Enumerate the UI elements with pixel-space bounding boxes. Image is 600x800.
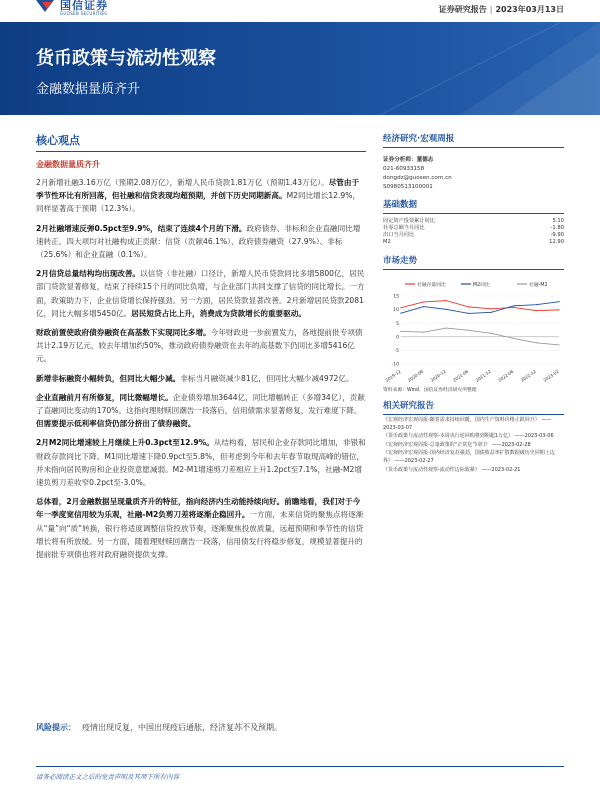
series-point [400, 331, 401, 332]
related-report-title: 《货币政策与流动性观察-本周央行逆回购将到期超1万亿》 [383, 433, 513, 440]
risk-text: 疫情出现反复，中国出现疫后通胀，经济复苏不及预期。 [82, 723, 282, 732]
related-report-item[interactable] [383, 450, 564, 465]
x-tick-label: 2023-02 [542, 368, 560, 383]
series-point [423, 306, 424, 307]
series-point [558, 309, 559, 310]
paragraph-highlight: 总体看，2月金融数据呈现量质齐升的特征，指向经济内生动能持续向好。前瞻地看，我们对于今年一季度宽信用较为乐观，社融-M2负剪刀差将逐渐企稳回升。 [36, 497, 361, 520]
basic-data-key: 社零总额当月同比 [383, 225, 425, 231]
risk-warning [36, 722, 282, 733]
analyst-phone: 021-60933158 [383, 166, 425, 172]
series-point [491, 333, 492, 334]
paragraph-text: 企业债券增加3644亿，同比增幅转正（多增34亿），贡献了直融同比变动的170%。这指向理财赎回潮告一段落后，信用债需求显著修复，发行难度下降。 [36, 392, 365, 416]
basic-data-key: 固定资产投资累计同比 [383, 218, 435, 224]
market-trend-title: 市场走势 [383, 256, 418, 266]
basic-data-value: -1.80 [550, 225, 564, 231]
chart-source: 资料来源：Wind、国信证券经济研究所整理 [383, 388, 477, 393]
series-point [446, 309, 447, 310]
related-report-title: 《货币政策与流动性观察-流动性边际收紧》 [383, 466, 480, 473]
sidebar [383, 132, 564, 474]
market-trend-chart [383, 276, 564, 384]
analyst-email[interactable]: dongdz@guosen.com.cn [383, 175, 452, 181]
paragraph-highlight: 企业直融前月有所修复，同比微幅增长。 [36, 392, 173, 402]
series-point [468, 330, 469, 331]
series-point [446, 300, 447, 301]
report-title: 货币政策与流动性观察 [36, 48, 216, 69]
analyst-certificate: S0980513100001 [383, 184, 433, 190]
paragraph-text: M2同比增长12.9%，同样显著高于预期（12.3%）。 [36, 191, 361, 214]
basic-data-row [383, 218, 564, 225]
basic-data-row [383, 232, 564, 239]
x-tick-label: 2019-12 [384, 368, 402, 383]
y-tick-label: -10 [391, 362, 399, 368]
series-point [513, 307, 514, 308]
related-report-item[interactable] [383, 433, 564, 441]
line-chart [383, 276, 564, 384]
report-date: 2023年03月13日 [495, 5, 564, 14]
basic-data-row [383, 239, 564, 246]
analyst-label: 证券分析师： [383, 157, 417, 163]
x-tick-label: 2020-06 [406, 368, 425, 383]
banner-decoration [340, 22, 600, 115]
related-report-item[interactable] [383, 467, 564, 475]
legend-label: M2同比 [473, 283, 490, 288]
basic-data-table [383, 218, 564, 246]
paragraph-text: 从结构看，居民和企业存款同比增加，非银和财政存款同比下降。M1同比增速下降0.9pct至5.8%，但考虑到今年和去年春节取现高峰的错位，并未指向居民购房和企业投资意愿减弱。M2-M1增速剪刀差相应上升1.2pct至7.1%，社融-M2增速负剪刀差收窄0.2pct至-3.0%。 [36, 438, 366, 488]
basic-data-value: 12.90 [549, 239, 564, 245]
report-subtitle: 金融数据量质齐升 [36, 82, 141, 97]
basic-data-divider [383, 213, 564, 214]
x-tick-label: 2022-12 [519, 368, 538, 383]
section-divider [36, 151, 366, 152]
sidebar-title: 经济研究·宏观周报 [383, 134, 455, 144]
related-report-title: 《宏观经济宏观周报-随着需求持续回暖，国内生产资料价格止跌回升》 [383, 417, 540, 423]
series-point [491, 312, 492, 313]
x-tick-label: 2021-12 [474, 368, 492, 383]
risk-label: 风险提示： [36, 723, 76, 732]
paragraph-text: 政府债券、非标和企业直融同比增速转正，四大项均对社融构成正贡献：信贷（贡献46.1%）、政府债券融资（27.9%）、非标（25.6%）和企业直融（0.1%）。 [36, 223, 361, 260]
analyst-name: 董德志 [416, 157, 434, 163]
series-point [513, 305, 514, 306]
paragraph-text: 一方面，未来信贷的聚焦点将逐渐从“量”向“质”转换，银行将适度调整信贷投放节奏，逐渐聚焦投放质量，远超预期和季节性的信贷增长将有所放缓。另一方面，随着理财赎回潮告一段落，信用债发行将稳步修复，规模显著提升的提前批专项债也将对政府融资提供支撑。 [36, 510, 364, 560]
x-tick-label: 2022-06 [497, 368, 515, 383]
logo-icon [36, 0, 56, 14]
top-bar [0, 0, 600, 22]
paragraph [36, 495, 366, 561]
related-report-item[interactable] [383, 417, 564, 432]
x-tick-label: 2021-06 [452, 368, 470, 383]
paragraph-text: 以信贷（非社融）口径计，新增人民币贷款同比多增5800亿，居民部门贷款显著修复，结束了持续15个月的同比负增，与企业部门共同支撑了信贷的同比增长。一方面，政策助力下，企业信贷增长保持强劲。另一方面，居民贷款显著改善。2月新增居民贷款2081亿，同比大幅多增5450亿。 [36, 269, 365, 318]
paragraph-highlight: 2月社融增速反弹0.5pct至9.9%，结束了连续4个月的下滑。 [36, 223, 247, 233]
report-type: 证券研究报告 [438, 5, 487, 14]
related-report-title: 《宏观经济宏观周报-国内经济复苏强劲，国债收益率扩散数据破历史同期上边界》 [383, 450, 555, 464]
series-line [401, 301, 559, 311]
series-point [558, 344, 559, 345]
series-point [536, 342, 537, 343]
paragraph [36, 391, 366, 431]
report-meta: 证券研究报告 | 2023年03月13日 [438, 5, 564, 14]
series-point [423, 332, 424, 333]
basic-data-value: -9.90 [550, 232, 564, 238]
paragraph-highlight: 2月信贷总量结构均出现改善。 [36, 269, 141, 279]
basic-data-value: 5.10 [552, 218, 564, 224]
related-reports-title: 相关研究报告 [383, 401, 435, 411]
related-report-date: ——2023-03-07 [383, 417, 552, 431]
company-logo [36, 0, 108, 16]
series-point [536, 310, 537, 311]
related-report-date: ——2023-03-06 [513, 433, 554, 440]
paragraph-highlight: 2月M2同比增速较上月继续上升0.3pct至12.9%。 [36, 438, 214, 448]
related-reports-divider [383, 414, 564, 415]
basic-data-title: 基础数据 [383, 200, 418, 210]
paragraph-text: 今年财政进一步前置发力，各地提前批专项债共计2.19万亿元，较去年增加约50%，推动政府债券融资在去年的高基数下仍同比多增5416亿元。 [36, 328, 363, 364]
series-point [513, 338, 514, 339]
paragraph-highlight: 但需要提示低利率信贷仍部分挤出了债券融资。 [36, 419, 196, 429]
basic-data-row [383, 225, 564, 232]
series-point [400, 313, 401, 314]
analyst-info [383, 156, 564, 192]
series-line [401, 328, 559, 345]
title-banner [0, 22, 600, 115]
paragraph [36, 267, 366, 320]
basic-data-key: 出口当月同比 [383, 232, 415, 238]
market-trend-divider [383, 269, 564, 270]
logo-name: 国信证券 [60, 0, 108, 12]
sidebar-divider [383, 147, 564, 148]
y-tick-label: 0 [396, 335, 399, 341]
paragraph [36, 372, 366, 385]
paragraph-text: 2月新增社融3.16万亿（预期2.08万亿），新增人民币贷款1.81万亿（预期1.43万亿）。 [36, 178, 329, 187]
related-report-item[interactable] [383, 442, 564, 450]
related-report-date: ——2023-02-21 [479, 466, 521, 473]
legend-label: 社融-M2 [529, 283, 548, 288]
paragraph [36, 222, 366, 262]
series-point [468, 306, 469, 307]
related-report-date: ——2023-02-27 [393, 457, 434, 464]
y-tick-label: -5 [394, 349, 399, 354]
footer-divider [36, 766, 564, 767]
y-tick-label: 15 [393, 294, 399, 300]
paragraph-text: 非标当月融资减少81亿，但同比大幅少减4972亿。 [180, 373, 354, 383]
series-point [491, 308, 492, 309]
related-report-title: 《宏观经济宏观周报-总量政策的“正常化”回归》 [383, 441, 490, 448]
legend-label: 社融存量同比 [417, 283, 446, 288]
related-reports-list [383, 417, 564, 474]
section-title: 核心观点 [36, 134, 80, 147]
series-point [400, 307, 401, 308]
paragraph [36, 326, 366, 366]
y-tick-label: 10 [393, 308, 399, 314]
paragraph [36, 436, 366, 489]
series-point [536, 304, 537, 305]
series-point [423, 301, 424, 302]
paragraph-highlight: 新增非标融资小幅转负，但同比大幅少减。 [36, 373, 181, 383]
paragraph-list [36, 176, 366, 561]
basic-data-key: M2 [383, 239, 391, 245]
core-views-section [36, 132, 366, 561]
series-point [446, 327, 447, 328]
related-report-date: ——2023-02-28 [490, 441, 531, 448]
x-tick-label: 2020-12 [429, 368, 447, 383]
paragraph-highlight: 财政前置使政府债券融资在高基数下实现同比多增。 [36, 328, 211, 338]
paragraph-highlight: 尽管由于季节性环比有所回落，但社融和信贷表现均超预期，并创下历史同期新高。 [36, 178, 360, 201]
series-point [468, 313, 469, 314]
y-tick-label: 5 [396, 321, 399, 327]
section-subtitle: 金融数据量质齐升 [36, 160, 100, 169]
logo-english-name: GUOSEN SECURITIES [60, 11, 108, 16]
paragraph-highlight: 居民短贷占比上升，消费成为贷款增长的重要驱动。 [131, 308, 306, 318]
series-point [558, 301, 559, 302]
footer-disclaimer: 请务必阅读正文之后的免责声明及其项下所有内容 [36, 773, 179, 781]
paragraph [36, 176, 366, 216]
